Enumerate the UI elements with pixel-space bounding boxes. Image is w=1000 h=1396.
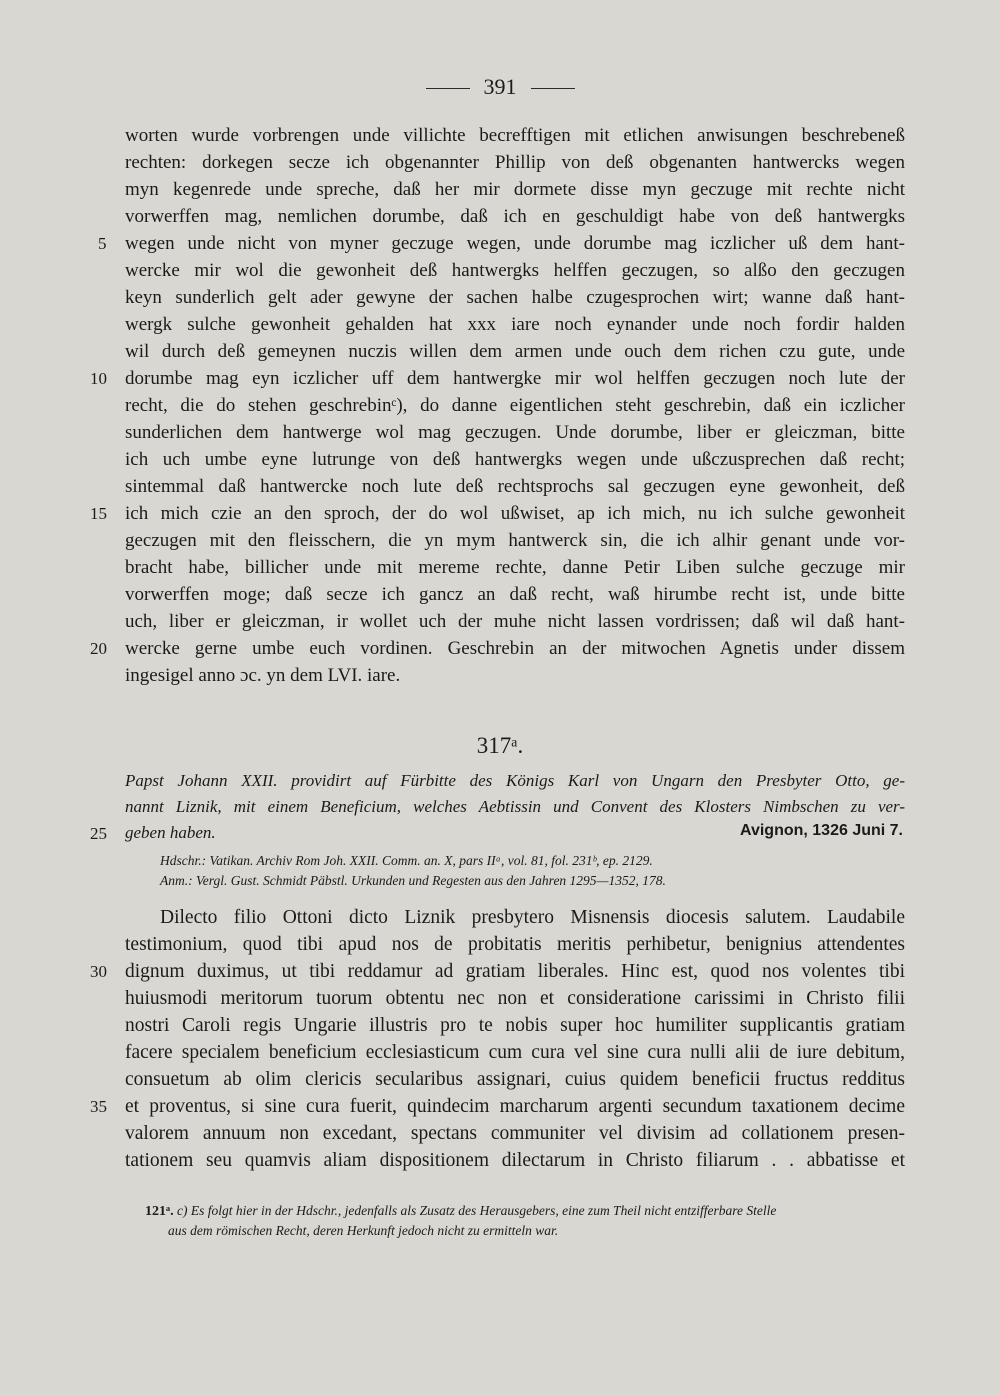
text-line: ich uch umbe eyne lutrunge von deß hantwergks wegen unde ußczusprechen daß recht;: [125, 449, 905, 470]
text-line: worten wurde vorbrengen unde villichte becrefftigen mit etlichen anwisungen beschrebeneß: [125, 125, 905, 146]
page-header: [0, 74, 1000, 100]
line-number: 10: [90, 369, 107, 388]
page-number: 391: [483, 74, 517, 99]
source-manuscript: Hdschr.: Vatikan. Archiv Rom Joh. XXII. Comm. an. X, pars IIᵃ, vol. 81, fol. 231ᵇ, ep. 2129.: [160, 853, 653, 868]
text-line: Dilecto filio Ottoni dicto Liznik presbytero Misnensis diocesis salutem. Laudabile: [160, 907, 905, 928]
regest-line: geben haben.: [125, 823, 216, 842]
text-line: huiusmodi meritorum tuorum obtentu nec non et consideratione carissimi in Christo filii: [125, 988, 905, 1009]
text-line: ingesigel anno ɔc. yn dem LVI. iare.: [125, 665, 401, 686]
footnote-line: aus dem römischen Recht, deren Herkunft jedoch nicht zu ermitteln war.: [168, 1223, 559, 1238]
line-number: 20: [90, 639, 107, 658]
line-number: 30: [90, 962, 107, 981]
text-line: bracht habe, billicher unde mit mereme rechte, danne Petir Liben sulche geczuge mir: [125, 557, 905, 578]
text-line: sintemmal daß hantwercke noch lute deß rechtsprochs sal geczugen eyne gewonheit, deß: [125, 476, 905, 497]
text-line: recht, die do stehen geschrebinᶜ), do danne eigentlichen steht geschrebin, daß ein iczlicher: [125, 395, 905, 416]
line-number: 35: [90, 1097, 107, 1116]
text-line: wergk sulche gewonheit gehalden hat xxx iare noch eynander unde noch fordir halden: [125, 314, 905, 335]
text-line: vorwerffen mag, nemlichen dorumbe, daß ich en geschuldigt habe von deß hantwergks: [125, 206, 905, 227]
line-number: 15: [90, 504, 107, 523]
text-line: consuetum ab olim clericis secularibus assignari, cuius quidem beneficii fructus redditus: [125, 1069, 905, 1090]
footnote-line: [145, 1201, 900, 1222]
text-line: valorem annuum non excedant, spectans communiter vel divisim ad collationem presen-: [125, 1123, 905, 1144]
text-line: myn kegenrede unde spreche, daß her mir dormete disse myn geczuge mit rechte nicht: [125, 179, 905, 200]
text-line: et proventus, si sine cura fuerit, quindecim marcharum argenti secundum taxationem decime: [125, 1096, 905, 1117]
line-number: 5: [98, 234, 107, 253]
header-rule-left: [426, 88, 470, 89]
text-line: sunderlichen dem hantwerge wol mag geczugen. Unde dorumbe, liber er gleiczman, bitte: [125, 422, 905, 443]
text-line: tationem seu quamvis aliam dispositionem dilectarum in Christo filiarum . . abbatisse et: [125, 1150, 905, 1171]
dateline: Avignon, 1326 Juni 7.: [739, 822, 903, 839]
text-line: testimonium, quod tibi apud nos de probitatis meritis perhibetur, benignius attendentes: [125, 934, 905, 955]
text-line: keyn sunderlich gelt ader gewyne der sachen halbe czugesprochen wirt; wanne daß hant-: [125, 287, 905, 308]
text-line: uch, liber er gleiczman, ir wollet uch der muhe nicht lassen vordrissen; daß wil daß hant-: [125, 611, 905, 632]
footnote-mark: 121ᵃ.: [145, 1204, 174, 1219]
text-line: wercke gerne umbe euch vordinen. Geschrebin an der mitwochen Agnetis under dissem: [125, 638, 905, 659]
text-line: ich mich czie an den sproch, der do wol ußwiset, ap ich mich, nu ich sulche gewonheit: [125, 503, 905, 524]
source-note: Anm.: Vergl. Gust. Schmidt Päbstl. Urkunden und Regesten aus den Jahren 1295—1352, 178.: [160, 873, 666, 888]
header-rule-right: [531, 88, 575, 89]
text-line: vorwerffen moge; daß secze ich gancz an daß recht, waß hirumbe recht ist, unde bitte: [125, 584, 905, 605]
document-number: 317ᵃ.: [476, 733, 524, 758]
text-line: facere specialem beneficium ecclesiasticum cum cura vel sine cura nulli alii de iure debitum,: [125, 1042, 905, 1063]
text-line: wil durch deß gemeynen nuczis willen dem armen unde ouch dem richen czu gute, unde: [125, 341, 905, 362]
regest-line: Papst Johann XXII. providirt auf Fürbitte des Königs Karl von Ungarn den Presbyter Otto, ge-: [125, 771, 905, 790]
text-line: nostri Caroli regis Ungarie illustris pro te nobis super hoc humiliter supplicantis gratiam: [125, 1015, 905, 1036]
text-line: rechten: dorkegen secze ich obgenannter Phillip von deß obgenanten hantwercks wegen: [125, 152, 905, 173]
regest-line: nannt Liznik, mit einem Beneficium, welches Aebtissin und Convent des Klosters Nimbschen zu ver-: [125, 797, 905, 816]
text-line: geczugen mit den fleisschern, die yn mym hantwerck sin, die ich alhir genant unde vor-: [125, 530, 905, 551]
footnote-text: c) Es folgt hier in der Hdschr., jedenfalls als Zusatz des Herausgebers, eine zum Theil nicht entzifferbare Stelle: [176, 1203, 777, 1218]
text-line: dorumbe mag eyn iczlicher uff dem hantwergke mir wol helffen geczugen noch lute der: [125, 368, 905, 389]
text-line: wegen unde nicht von myner geczuge wegen, unde dorumbe mag iczlicher uß dem hant-: [125, 233, 905, 254]
text-line: dignum duximus, ut tibi reddamur ad gratiam liberales. Hinc est, quod nos volentes tibi: [125, 961, 905, 982]
line-number: 25: [90, 824, 107, 843]
text-line: wercke mir wol die gewonheit deß hantwergks helffen geczugen, so alßo den geczugen: [125, 260, 905, 281]
